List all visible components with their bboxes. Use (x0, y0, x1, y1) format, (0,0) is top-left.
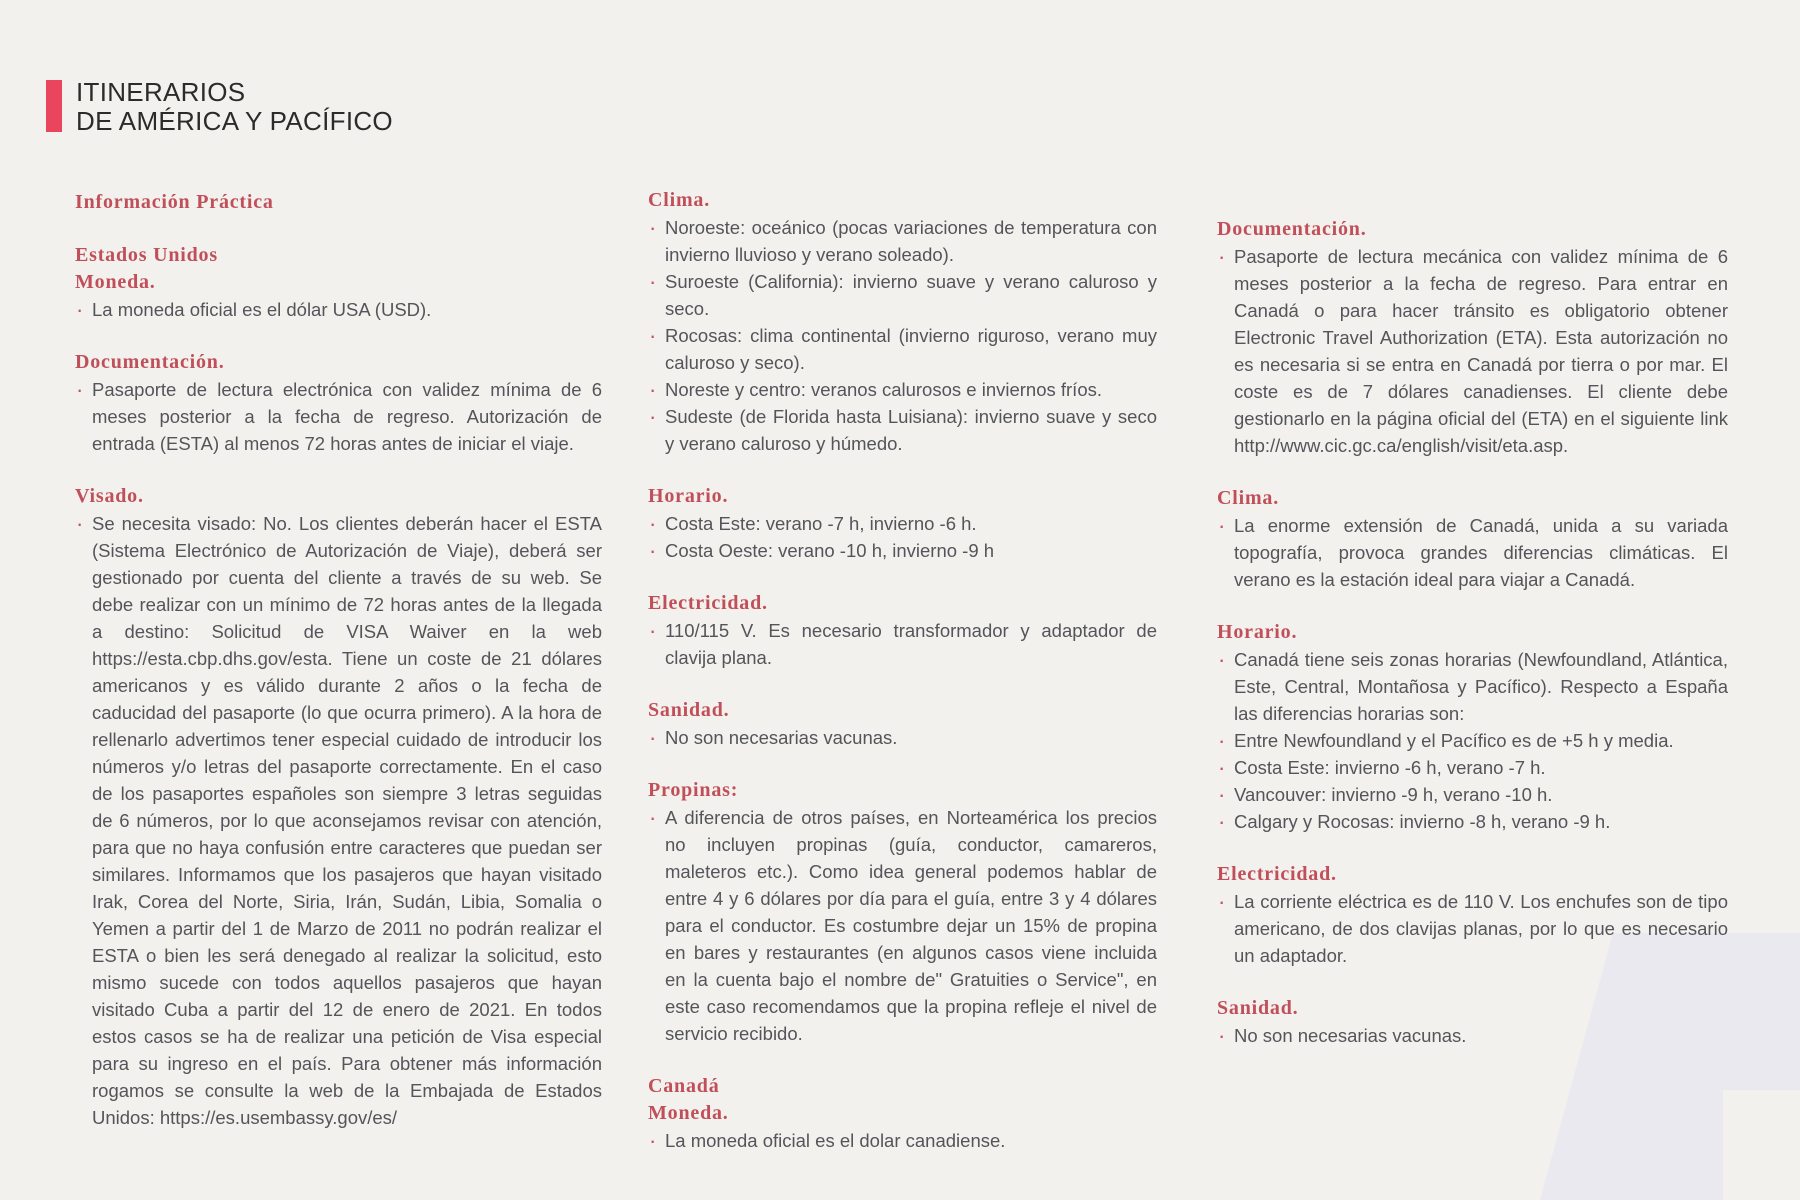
bullet-item (1217, 727, 1728, 754)
bullet-text: Noreste y centro: veranos calurosos e inviernos fríos. (665, 379, 1102, 400)
section-heading: Propinas: (648, 779, 739, 801)
section-heading: Información Práctica (75, 191, 274, 213)
section-heading: Clima. (648, 189, 711, 211)
column-1 (75, 189, 602, 1157)
bullet-text: La enorme extensión de Canadá, unida a su variada topografía, provoca grandes diferencias climáticas. El verano es la estación ideal para viajar a Canadá. (1234, 515, 1728, 590)
bullet-dot-icon: · (1218, 244, 1226, 269)
bullet-list (1217, 1022, 1728, 1049)
bullet-dot-icon: · (1218, 513, 1226, 538)
bullet-dot-icon: · (649, 618, 657, 643)
info-section (648, 483, 1157, 564)
section-heading: Clima. (1217, 487, 1280, 509)
bullet-item (648, 268, 1157, 322)
bullet-dot-icon: · (649, 404, 657, 429)
bullet-text: Vancouver: invierno -9 h, verano -10 h. (1234, 784, 1553, 805)
page-header (46, 78, 393, 136)
bullet-item (648, 617, 1157, 671)
bullet-list (1217, 512, 1728, 593)
page-title-line-1: ITINERARIOS (76, 77, 246, 107)
page-title (76, 78, 393, 136)
info-section (648, 697, 1157, 751)
bullet-dot-icon: · (649, 323, 657, 348)
bullet-item (1217, 1022, 1728, 1049)
info-section (75, 189, 602, 216)
bullet-text: 110/115 V. Es necesario transformador y adaptador de clavija plana. (665, 620, 1157, 668)
bullet-dot-icon: · (649, 1128, 657, 1153)
bullet-dot-icon: · (649, 215, 657, 240)
bullet-text: Costa Este: invierno -6 h, verano -7 h. (1234, 757, 1546, 778)
bullet-dot-icon: · (76, 511, 84, 536)
column-3 (1217, 216, 1728, 1075)
section-heading: Moneda. (648, 1102, 729, 1124)
section-heading: Documentación. (1217, 218, 1367, 240)
bullet-list (75, 296, 602, 323)
page-title-line-2: DE AMÉRICA Y PACÍFICO (76, 106, 393, 136)
bullet-text: Suroeste (California): invierno suave y verano caluroso y seco. (665, 271, 1157, 319)
info-section (648, 1073, 1157, 1154)
bullet-text: La moneda oficial es el dólar USA (USD). (92, 299, 432, 320)
section-heading: Estados Unidos (75, 244, 218, 266)
bullet-text: A diferencia de otros países, en Norteamérica los precios no incluyen propinas (guía, conductor, camareros, maleteros etc.). Como idea general podemos hablar de entre 4 y 6 dólares por día para el guía, entre 3 y 4 dólares para el conductor. Es costumbre dejar un 15% de propina en bares y restaurantes (en algunos casos viene incluida en la cuenta bajo el nombre de" Gratuities o Service", en este caso recomendamos que la propina refleje el nivel de servicio recibido. (665, 807, 1157, 1044)
section-heading: Sanidad. (1217, 997, 1299, 1019)
info-section (75, 242, 602, 323)
info-section (75, 349, 602, 457)
bullet-text: La moneda oficial es el dolar canadiense. (665, 1130, 1006, 1151)
bullet-list (648, 1127, 1157, 1154)
bullet-dot-icon: · (649, 538, 657, 563)
bullet-item (648, 214, 1157, 268)
bullet-text: Costa Este: verano -7 h, invierno -6 h. (665, 513, 977, 534)
section-heading: Electricidad. (1217, 863, 1337, 885)
bullet-dot-icon: · (649, 725, 657, 750)
bullet-dot-icon: · (1218, 809, 1226, 834)
bullet-item (1217, 754, 1728, 781)
bullet-item (648, 537, 1157, 564)
bullet-dot-icon: · (649, 805, 657, 830)
section-heading: Moneda. (75, 271, 156, 293)
bullet-dot-icon: · (1218, 782, 1226, 807)
bullet-text: Se necesita visado: No. Los clientes deberán hacer el ESTA (Sistema Electrónico de Autorización de Viaje), deberá ser gestionado por cuenta del cliente a través de su web. Se debe realizar con un mínimo de 72 horas antes de la llegada a destino: Solicitud de VISA Waiver en la web https://esta.cbp.dhs.gov/esta. Tiene un coste de 21 dólares americanos y es válido durante 2 años o la fecha de caducidad del pasaporte (lo que ocurra primero). A la hora de rellenarlo advertimos tener especial cuidado de introducir los números y/o letras del pasaporte correctamente. En el caso de los pasaportes españoles son siempre 3 letras seguidas de 6 números, por lo que aconsejamos revisar con atención, para que no haya confusión entre caracteres que puedan ser similares. Informamos que los pasajeros que hayan visitado Irak, Corea del Norte, Siria, Irán, Sudán, Libia, Somalia o Yemen a partir del 1 de Marzo de 2011 no podrán realizar el ESTA o bien les será denegado al realizar la solicitud, esto mismo sucede con todos aquellos pasajeros que hayan visitado Cuba a partir del 12 de enero de 2021. En todos estos casos se ha de realizar una petición de Visa especial para su ingreso en el país. Para obtener más información rogamos se consulte la web de la Embajada de Estados Unidos: https://es.usembassy.gov/es/ (92, 513, 602, 1128)
bullet-text: Costa Oeste: verano -10 h, invierno -9 h (665, 540, 995, 561)
info-section (1217, 216, 1728, 459)
bullet-dot-icon: · (1218, 1023, 1226, 1048)
bullet-item (75, 296, 602, 323)
bullet-item (1217, 781, 1728, 808)
info-section (1217, 485, 1728, 593)
bullet-dot-icon: · (649, 511, 657, 536)
section-heading: Sanidad. (648, 699, 730, 721)
bullet-item (648, 510, 1157, 537)
section-heading: Horario. (648, 485, 729, 507)
bullet-text: Pasaporte de lectura mecánica con validez mínima de 6 meses posterior a la fecha de regreso. Para entrar en Canadá o para hacer tránsito es obligatorio obtener Electronic Travel Authorization (ETA). Esta autorización no es necesaria si se entra en Canadá por tierra o por mar. El coste es de 7 dólares canadienses. El cliente debe gestionarlo en la página oficial del (ETA) en el siguiente link http://www.cic.gc.ca/english/visit/eta.asp. (1234, 246, 1728, 456)
section-heading: Horario. (1217, 621, 1298, 643)
bullet-text: Rocosas: clima continental (invierno riguroso, verano muy caluroso y seco). (665, 325, 1157, 373)
info-section (648, 187, 1157, 457)
bullet-list (75, 376, 602, 457)
section-heading: Electricidad. (648, 592, 768, 614)
section-heading: Visado. (75, 485, 144, 507)
bullet-list (648, 724, 1157, 751)
bullet-list (648, 510, 1157, 564)
bullet-list (648, 804, 1157, 1047)
bullet-text: Canadá tiene seis zonas horarias (Newfoundland, Atlántica, Este, Central, Montañosa y Pacífico). Respecto a España las diferencias horarias son: (1234, 649, 1728, 724)
info-section (648, 590, 1157, 671)
bullet-item (648, 1127, 1157, 1154)
bullet-list (1217, 646, 1728, 835)
bullet-item (1217, 646, 1728, 727)
bullet-item (1217, 808, 1728, 835)
title-accent-bar (46, 80, 62, 132)
bullet-dot-icon: · (76, 297, 84, 322)
info-section (1217, 861, 1728, 969)
bullet-dot-icon: · (1218, 647, 1226, 672)
bullet-item (648, 724, 1157, 751)
bullet-item (648, 403, 1157, 457)
bullet-item (75, 510, 602, 1131)
section-heading: Documentación. (75, 351, 225, 373)
bullet-text: Calgary y Rocosas: invierno -8 h, verano -9 h. (1234, 811, 1611, 832)
bullet-text: Noroeste: oceánico (pocas variaciones de temperatura con invierno lluvioso y verano soleado). (665, 217, 1157, 265)
bullet-list (1217, 243, 1728, 459)
bullet-dot-icon: · (649, 269, 657, 294)
bullet-item (648, 804, 1157, 1047)
column-2 (648, 187, 1157, 1180)
bullet-dot-icon: · (1218, 728, 1226, 753)
bullet-text: No son necesarias vacunas. (665, 727, 898, 748)
bullet-item (1217, 243, 1728, 459)
bullet-dot-icon: · (649, 377, 657, 402)
bullet-dot-icon: · (1218, 755, 1226, 780)
bullet-text: Sudeste (de Florida hasta Luisiana): invierno suave y seco y verano caluroso y húmedo. (665, 406, 1157, 454)
bullet-item (1217, 512, 1728, 593)
bullet-item (1217, 888, 1728, 969)
info-section (648, 777, 1157, 1047)
bullet-dot-icon: · (1218, 889, 1226, 914)
bullet-item (75, 376, 602, 457)
bullet-list (75, 510, 602, 1131)
bullet-dot-icon: · (76, 377, 84, 402)
bullet-text: Entre Newfoundland y el Pacífico es de +5 h y media. (1234, 730, 1674, 751)
bullet-list (648, 617, 1157, 671)
bullet-list (648, 214, 1157, 457)
section-heading: Canadá (648, 1075, 720, 1097)
bullet-list (1217, 888, 1728, 969)
bullet-item (648, 376, 1157, 403)
info-section (1217, 619, 1728, 835)
bullet-text: No son necesarias vacunas. (1234, 1025, 1467, 1046)
bullet-text: La corriente eléctrica es de 110 V. Los enchufes son de tipo americano, de dos clavijas planas, por lo que es necesario un adaptador. (1234, 891, 1728, 966)
info-section (1217, 995, 1728, 1049)
info-section (75, 483, 602, 1131)
bullet-item (648, 322, 1157, 376)
bullet-text: Pasaporte de lectura electrónica con validez mínima de 6 meses posterior a la fecha de regreso. Autorización de entrada (ESTA) al menos 72 horas antes de iniciar el viaje. (92, 379, 602, 454)
